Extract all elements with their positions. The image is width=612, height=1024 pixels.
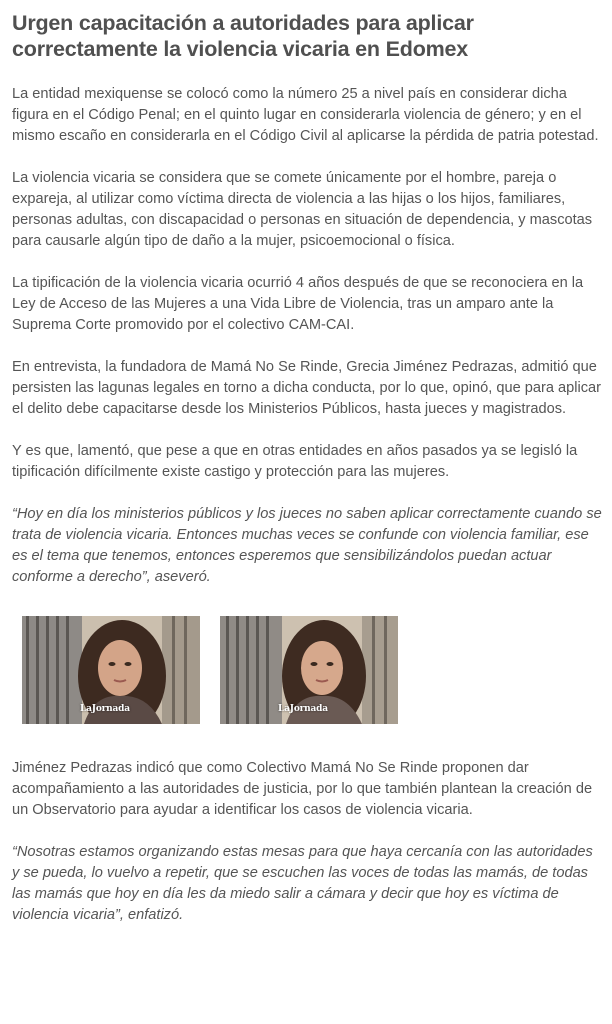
article-paragraph: Jiménez Pedrazas indicó que como Colectivo Mamá No Se Rinde proponen dar acompañamiento a las autoridades de justicia, por lo que también plantean la creación de un Observatorio para ayudar a identificar los casos de violencia vicaria.	[12, 760, 593, 818]
photo-watermark-logo: LaJornada	[80, 704, 130, 714]
interview-photo[interactable]	[220, 616, 398, 724]
article-paragraph: Y es que, lamentó, que pese a que en otras entidades en años pasados ya se legisló la tipificación difícilmente existe castigo y protección para las mujeres.	[12, 443, 578, 480]
article	[12, 0, 604, 926]
quote-paragraph: “Nosotras estamos organizando estas mesas para que haya cercanía con las autoridades y se pueda, lo vuelvo a repetir, que se escuchen las voces de todas las mamás, de todas las mamás que hoy en día les da miedo salir a cámara y decir que hoy es víctima de violencia vicaria”, enfatizó.	[12, 844, 593, 923]
photo-watermark-logo: LaJornada	[278, 704, 328, 714]
article-headline: Urgen capacitación a autoridades para aplicar correctamente la violencia vicaria en Edomex	[12, 11, 474, 61]
article-paragraph: La tipificación de la violencia vicaria ocurrió 4 años después de que se reconociera en la Ley de Acceso de las Mujeres a una Vida Libre de Violencia, tras un amparo ante la Suprema Corte promovido por el colectivo CAM-CAI.	[12, 275, 584, 333]
interview-photo[interactable]	[22, 616, 200, 724]
quote-paragraph: “Hoy en día los ministerios públicos y los jueces no saben aplicar correctamente cuando se trata de violencia vicaria. Entonces muchas veces se confunde con violencia familiar, ese es el tema que tenemos, entonces esperemos que sensibilizándolos puedan actuar conforme a derecho”, aseveró.	[12, 506, 602, 585]
article-paragraph: En entrevista, la fundadora de Mamá No Se Rinde, Grecia Jiménez Pedrazas, admitió que persisten las lagunas legales en torno a dicha conducta, por lo que, opinó, que para aplicar el delito debe capacitarse desde los Ministerios Públicos, hasta jueces y magistrados.	[12, 359, 602, 417]
article-paragraph: La entidad mexiquense se colocó como la número 25 a nivel país en considerar dicha figura en el Código Penal; en el quinto lugar en considerarla violencia de género; y en el mismo escaño en considerarla en el Código Civil al aplicarse la pérdida de patria potestad.	[12, 86, 599, 144]
article-paragraph: La violencia vicaria se considera que se comete únicamente por el hombre, pareja o expareja, al utilizar como víctima directa de violencia a las hijas o los hijos, familiares, personas adultas, con discapacidad o personas en situación de dependencia, y mascotas para causarle algún tipo de daño a la mujer, psicoemocional o física.	[12, 170, 593, 249]
photo-row	[12, 616, 604, 726]
